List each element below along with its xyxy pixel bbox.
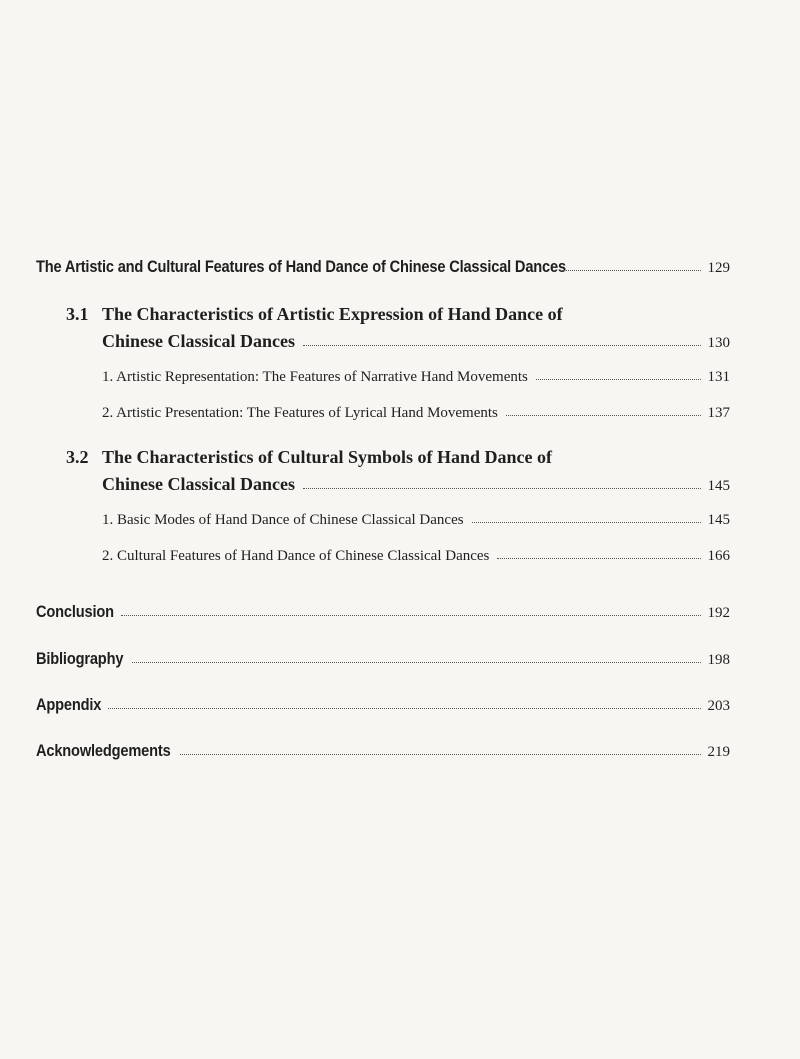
toc-entry-appendix	[36, 695, 730, 715]
section-number: 3.1	[66, 304, 89, 324]
subsection-title: 2. Cultural Features of Hand Dance of Chinese Classical Dances	[102, 548, 490, 564]
subsection-title: 1. Artistic Representation: The Features of Narrative Hand Movements	[102, 369, 528, 385]
page-number: 198	[707, 652, 730, 668]
chapter-title: The Artistic and Cultural Features of Hand Dance of Chinese Classical Dances	[36, 257, 566, 276]
page-number: 131	[707, 369, 730, 385]
toc-entry-chapter	[36, 257, 730, 277]
bibliography-title: Bibliography	[36, 649, 124, 668]
toc-entry-section	[102, 331, 730, 352]
toc-entry-subsection	[102, 369, 730, 386]
page-number: 129	[707, 260, 730, 276]
page-number: 192	[707, 605, 730, 621]
leader-dots	[108, 708, 701, 709]
leader-dots	[121, 615, 701, 616]
section-heading-line1	[66, 447, 552, 468]
toc-entry-subsection	[102, 512, 730, 529]
page-number: 219	[707, 744, 730, 760]
leader-dots	[562, 270, 700, 271]
leader-dots	[303, 345, 701, 346]
page-number: 203	[707, 698, 730, 714]
section-number: 3.2	[66, 447, 89, 467]
page-number: 145	[707, 478, 730, 494]
appendix-title: Appendix	[36, 695, 102, 714]
conclusion-title: Conclusion	[36, 602, 114, 621]
leader-dots	[506, 415, 701, 416]
leader-dots	[303, 488, 701, 489]
page-number: 145	[707, 512, 730, 528]
acknowledgements-title: Acknowledgements	[36, 741, 171, 760]
leader-dots	[497, 558, 700, 559]
section-title-line1: The Characteristics of Cultural Symbols of Hand Dance of	[102, 447, 552, 467]
section-title-line2: Chinese Classical Dances	[102, 474, 295, 494]
page-number: 137	[707, 405, 730, 421]
page-number: 166	[707, 548, 730, 564]
section-title-line1: The Characteristics of Artistic Expression of Hand Dance of	[102, 304, 563, 324]
subsection-title: 2. Artistic Presentation: The Features of Lyrical Hand Movements	[102, 405, 498, 421]
leader-dots	[472, 522, 701, 523]
section-heading-line1	[66, 304, 563, 325]
subsection-title: 1. Basic Modes of Hand Dance of Chinese Classical Dances	[102, 512, 464, 528]
toc-entry-conclusion	[36, 602, 730, 622]
section-title-line2: Chinese Classical Dances	[102, 331, 295, 351]
toc-entry-subsection	[102, 548, 730, 565]
toc-entry-bibliography	[36, 649, 730, 669]
leader-dots	[536, 379, 701, 380]
toc-entry-subsection	[102, 405, 730, 422]
toc-entry-acknowledgements	[36, 741, 730, 761]
toc-entry-section	[102, 474, 730, 495]
leader-dots	[180, 754, 700, 755]
page-number: 130	[707, 335, 730, 351]
leader-dots	[132, 662, 701, 663]
